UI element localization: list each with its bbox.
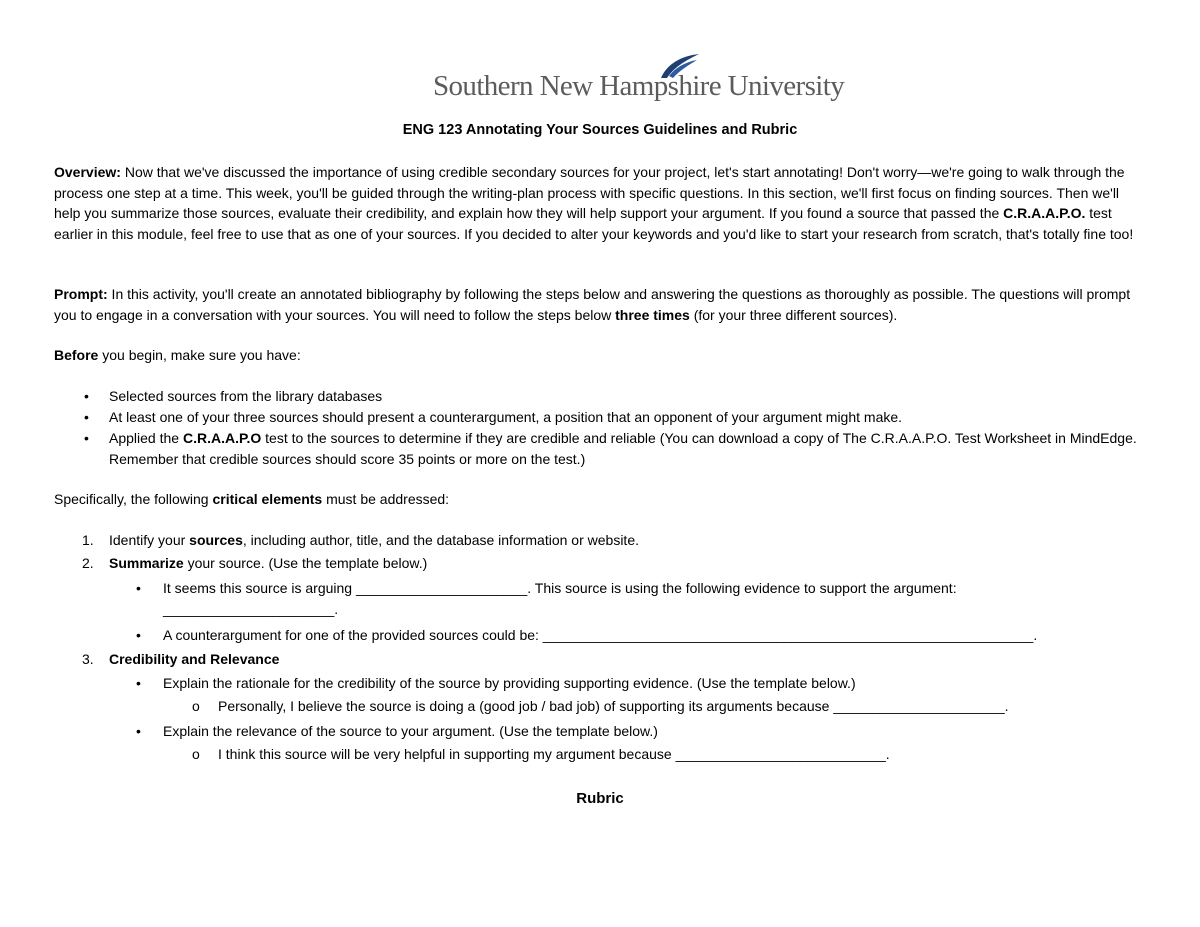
bullet-icon: • <box>136 723 141 739</box>
checklist-item-text: At least one of your three sources should present a counterargument, a position that an opponent of your argument might make. <box>109 409 903 425</box>
sub-bullet-text: Explain the rationale for the credibility of the source by providing supporting evidence. (Use the template below.) <box>163 675 856 691</box>
sub-bullet-text: It seems this source is arguing ______________________. This source is using the following evidence to support the argument: ______________________. <box>163 580 957 617</box>
bullet-icon: • <box>136 675 141 691</box>
rubric-heading: Rubric <box>576 790 624 807</box>
sub-bullet-text: A counterargument for one of the provided sources could be: _______________________________________________________________. <box>163 627 1038 643</box>
specifically-paragraph: Specifically, the following critical elements must be addressed: <box>54 491 450 507</box>
sub-sub-text: Personally, I believe the source is doing a (good job / bad job) of supporting its arguments because ______________________. <box>218 698 1009 714</box>
bullet-icon: • <box>84 430 89 446</box>
list-number: 2. <box>82 555 94 571</box>
critical-element-text: Identify your sources, including author, title, and the database information or website. <box>109 532 639 548</box>
sub-bullet-icon: o <box>192 746 200 762</box>
bullet-icon: • <box>84 409 89 425</box>
document-title: ENG 123 Annotating Your Sources Guidelines and Rubric <box>402 122 798 138</box>
bullet-icon: • <box>84 388 89 404</box>
bullet-icon: • <box>136 627 141 643</box>
before-paragraph <box>54 345 1144 366</box>
bullet-icon: • <box>136 580 141 596</box>
critical-element-text: Credibility and Relevance <box>109 651 280 667</box>
before-text: you begin, make sure you have: <box>98 347 301 363</box>
list-number: 1. <box>82 532 94 548</box>
prompt-text: In this activity, you'll create an annotated bibliography by following the steps below and answering the questions as thoroughly as possible. The questions will prompt you to engage in a conversation with your sources. You will need to follow the steps below <box>54 286 1131 323</box>
prompt-bold: three times <box>615 306 690 323</box>
checklist-item-text: Applied the C.R.A.A.P.O test to the sources to determine if they are credible and reliable (You can download a copy of The C.R.A.A.P.O. Test Worksheet in MindEdge. Remember that credible sources should score 35 points or more on the test.) <box>109 430 1137 467</box>
list-number: 3. <box>82 651 94 667</box>
overview-label: Overview: <box>54 164 121 180</box>
overview-text-end: test earlier in this module, feel free to use that as one of your sources. If you decided to alter your keywords and you'd like to start your research from scratch, that's totally fine too! <box>54 205 1134 242</box>
sub-sub-text: I think this source will be very helpful in supporting my argument because ___________________________. <box>218 746 890 762</box>
logo-wordmark: Southern New Hampshire University <box>433 70 845 102</box>
prompt-label: Prompt: <box>54 286 108 302</box>
prompt-paragraph <box>54 284 1144 325</box>
overview-craapo: C.R.A.A.P.O. <box>1003 205 1086 221</box>
snhu-logo <box>433 52 845 106</box>
overview-text: Now that we've discussed the importance of using credible secondary sources for your project, let's start annotating! Don't worry—we're going to walk through the process one step at a time. This week, you'll be guided through the writing-plan process with specific questions. In this section, we'll first focus on finding sources. Then we'll help you summarize those sources, evaluate their credibility, and explain how they will help support your argument. If you found a source that passed the <box>54 164 1125 221</box>
before-bold: Before <box>54 347 99 363</box>
overview-paragraph <box>54 162 1144 244</box>
checklist-item-text: Selected sources from the library databases <box>109 388 383 404</box>
sub-bullet-icon: o <box>192 698 200 714</box>
prompt-text-end: (for your three different sources). <box>689 306 898 323</box>
sub-bullet-text: Explain the relevance of the source to your argument. (Use the template below.) <box>163 723 658 739</box>
critical-element-text: Summarize your source. (Use the template below.) <box>109 555 428 571</box>
